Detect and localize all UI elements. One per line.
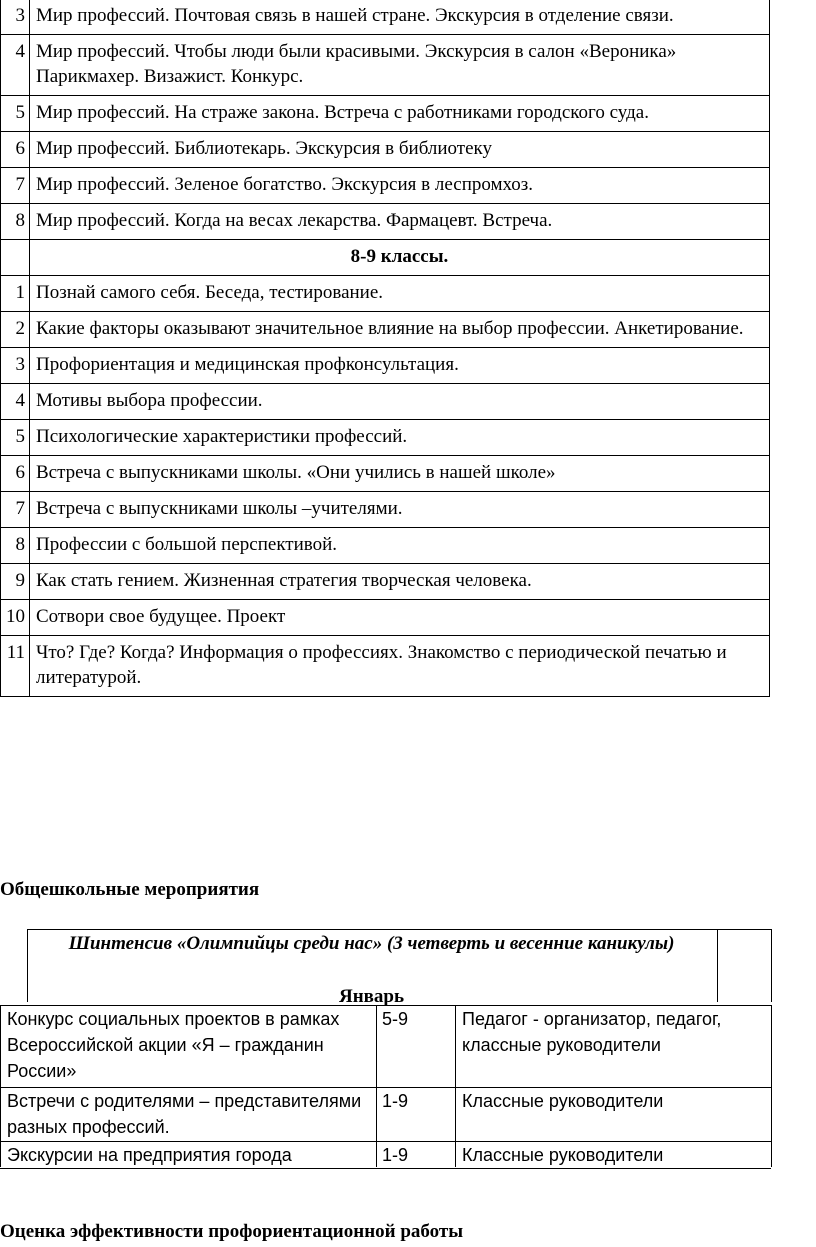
row-number: 3 bbox=[1, 348, 30, 384]
row-number: 3 bbox=[1, 0, 30, 35]
section-heading-row bbox=[1, 240, 770, 276]
event-responsible: Классные руководители bbox=[462, 1145, 664, 1165]
event-responsible: Педагог - организатор, педагог, классные руководители bbox=[462, 1009, 722, 1055]
table-row bbox=[1, 276, 770, 312]
row-text: Профориентация и медицинская профконсультация. bbox=[30, 348, 770, 384]
row-number: 4 bbox=[1, 35, 30, 96]
row-text: Профессии с большой перспективой. bbox=[30, 528, 770, 564]
table-row bbox=[1, 168, 770, 204]
row-number: 8 bbox=[1, 528, 30, 564]
table-row bbox=[1, 348, 770, 384]
row-number: 7 bbox=[1, 492, 30, 528]
row-text: Встреча с выпускниками школы. «Они учились в нашей школе» bbox=[30, 456, 770, 492]
row-text: Какие факторы оказывают значительное влияние на выбор профессии. Анкетирование. bbox=[30, 312, 770, 348]
row-number: 9 bbox=[1, 564, 30, 600]
table-row bbox=[1, 204, 770, 240]
table-row bbox=[0, 1141, 771, 1169]
event-grades: 1-9 bbox=[382, 1145, 409, 1165]
table-row bbox=[1, 420, 770, 456]
events-heading: Общешкольные мероприятия bbox=[0, 879, 260, 900]
event-name: Встречи с родителями – представителями разных профессий. bbox=[7, 1091, 362, 1137]
table-row bbox=[1, 600, 770, 636]
row-number: 5 bbox=[1, 420, 30, 456]
row-text: Мир профессий. Зеленое богатство. Экскурсия в леспромхоз. bbox=[30, 168, 770, 204]
events-header: Шинтенсив «Олимпийцы среди нас» (3 четверть и весенние каникулы) bbox=[68, 933, 675, 954]
row-text: Психологические характеристики профессий. bbox=[30, 420, 770, 456]
row-text: Мир профессий. Почтовая связь в нашей стране. Экскурсия в отделение связи. bbox=[30, 0, 770, 35]
row-text: Мир профессий. Чтобы люди были красивыми. Экскурсия в салон «Вероника» Парикмахер. Визажист. Конкурс. bbox=[30, 35, 770, 96]
row-text: Как стать гением. Жизненная стратегия творческая человека. bbox=[30, 564, 770, 600]
footer-heading: Оценка эффективности профориентационной работы bbox=[0, 1221, 464, 1242]
events-month: Январь bbox=[338, 986, 405, 1007]
table-row bbox=[1, 35, 770, 96]
row-text: Мотивы выбора профессии. bbox=[30, 384, 770, 420]
section-heading: 8-9 классы. bbox=[30, 240, 770, 276]
table-row bbox=[0, 1087, 771, 1140]
row-number: 4 bbox=[1, 384, 30, 420]
row-text: Мир профессий. На страже закона. Встреча с работниками городского суда. bbox=[30, 96, 770, 132]
row-text: Сотвори свое будущее. Проект bbox=[30, 600, 770, 636]
row-number: 5 bbox=[1, 96, 30, 132]
row-number: 7 bbox=[1, 168, 30, 204]
events-table bbox=[0, 929, 773, 1166]
event-name: Конкурс социальных проектов в рамках Всероссийской акции «Я – гражданин России» bbox=[7, 1009, 340, 1081]
row-text: Мир профессий. Библиотекарь. Экскурсия в библиотеку bbox=[30, 132, 770, 168]
table-row bbox=[1, 528, 770, 564]
event-grades: 1-9 bbox=[382, 1091, 409, 1111]
table-row bbox=[1, 384, 770, 420]
table-row bbox=[1, 492, 770, 528]
table-row bbox=[1, 636, 770, 697]
row-number: 6 bbox=[1, 132, 30, 168]
row-text: Познай самого себя. Беседа, тестирование. bbox=[30, 276, 770, 312]
table-row bbox=[1, 96, 770, 132]
row-number: 6 bbox=[1, 456, 30, 492]
event-responsible: Классные руководители bbox=[462, 1091, 664, 1111]
table-row bbox=[1, 132, 770, 168]
table-row bbox=[1, 0, 770, 35]
row-number: 8 bbox=[1, 204, 30, 240]
row-number: 1 bbox=[1, 276, 30, 312]
row-text: Что? Где? Когда? Информация о профессиях. Знакомство с периодической печатью и литературой. bbox=[30, 636, 770, 697]
event-grades: 5-9 bbox=[382, 1009, 409, 1029]
event-name: Экскурсии на предприятия города bbox=[7, 1145, 292, 1165]
row-text: Встреча с выпускниками школы –учителями. bbox=[30, 492, 770, 528]
table-row bbox=[0, 1005, 771, 1081]
table-row bbox=[1, 312, 770, 348]
row-number: 10 bbox=[1, 600, 30, 636]
row-number: 11 bbox=[1, 636, 30, 697]
table-row bbox=[1, 564, 770, 600]
row-text: Мир профессий. Когда на весах лекарства. Фармацевт. Встреча. bbox=[30, 204, 770, 240]
table-row bbox=[1, 456, 770, 492]
row-number: 2 bbox=[1, 312, 30, 348]
